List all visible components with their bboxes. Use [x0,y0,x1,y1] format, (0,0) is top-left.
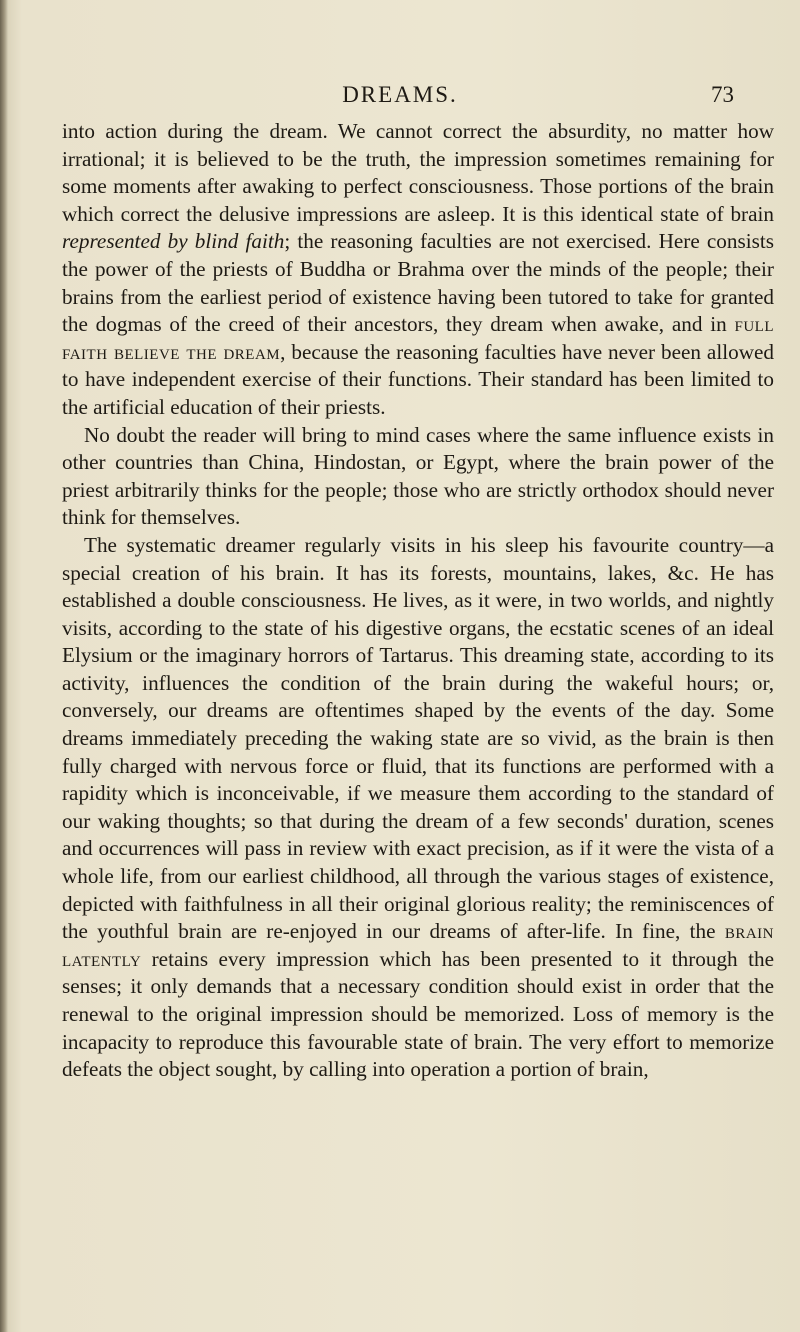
text-run: into action during the dream. We cannot correct the absurdity, no matter how irrational; it is believed to be the truth, the impression sometimes remaining for some moments after awaking to perfect consciousness. Those portions of the brain which correct the delusive impressions are asleep. It is this identical state of brain [62,119,774,226]
text-run: The systematic dreamer regularly visits in his sleep his favourite country—a special creation of his brain. It has its forests, mountains, lakes, &c. He has established a double consciousness. He lives, as it were, in two worlds, and nightly visits, according to the state of his digestive organs, the ecstatic scenes of an ideal Elysium or the imaginary horrors of Tartarus. This dreaming state, according to its activity, influences the condition of the brain during the wakeful hours; or, conversely, our dreams are oftentimes shaped by the events of the day. Some dreams immediately preceding the waking state are so vivid, as the brain is then fully charged with nervous force or fluid, that its functions are performed with a rapidity which is inconceivable, if we measure them according to the standard of our waking thoughts; so that during the dream of a few seconds' duration, scenes and occurrences will pass in review with exact precision, as if it were the vista of a whole life, from our earliest childhood, all through the various stages of existence, depicted with faithfulness in all their original glorious reality; the reminiscences of the youthful brain are re-enjoyed in our dreams of after-life. In fine, the [62,532,774,944]
paragraph-1 [62,118,774,422]
small-caps-phrase: full faith believe the dream [62,312,774,364]
italic-phrase: represented by blind faith [62,229,285,254]
text-run: , because the reasoning faculties have never been allowed to have independent exercise of their functions. Their standard has been limited to the artificial education of their priests. [62,339,774,419]
paragraph-2: No doubt the reader will bring to mind cases where the same influence exists in other countries than China, Hindostan, or Egypt, where the brain power of the priest arbitrarily thinks for the people; those who are strictly orthodox should never think for themselves. [62,422,774,530]
text-run: ; the reasoning faculties are not exercised. Here consists the power of the priests of Buddha or Brahma over the minds of the people; their brains from the earliest period of existence having been tutored to take for granted the dogmas of the creed of their ancestors, they dream when awake, and in [62,229,774,337]
running-title: DREAMS. [342,82,458,107]
text-run: retains every impression which has been presented to it through the senses; it only demands that a necessary condition should exist in order that the renewal to the original impression should be memorized. Loss of memory is the incapacity to reproduce this favourable state of brain. The very effort to memorize defeats the object sought, by calling into operation a portion of brain, [62,946,774,1082]
small-caps-phrase: brain latently [62,919,774,971]
page-number: 73 [711,82,734,107]
paragraph-3 [62,532,774,1084]
binding-shadow [0,0,8,1332]
running-head [0,82,800,112]
body-text [62,118,774,1084]
